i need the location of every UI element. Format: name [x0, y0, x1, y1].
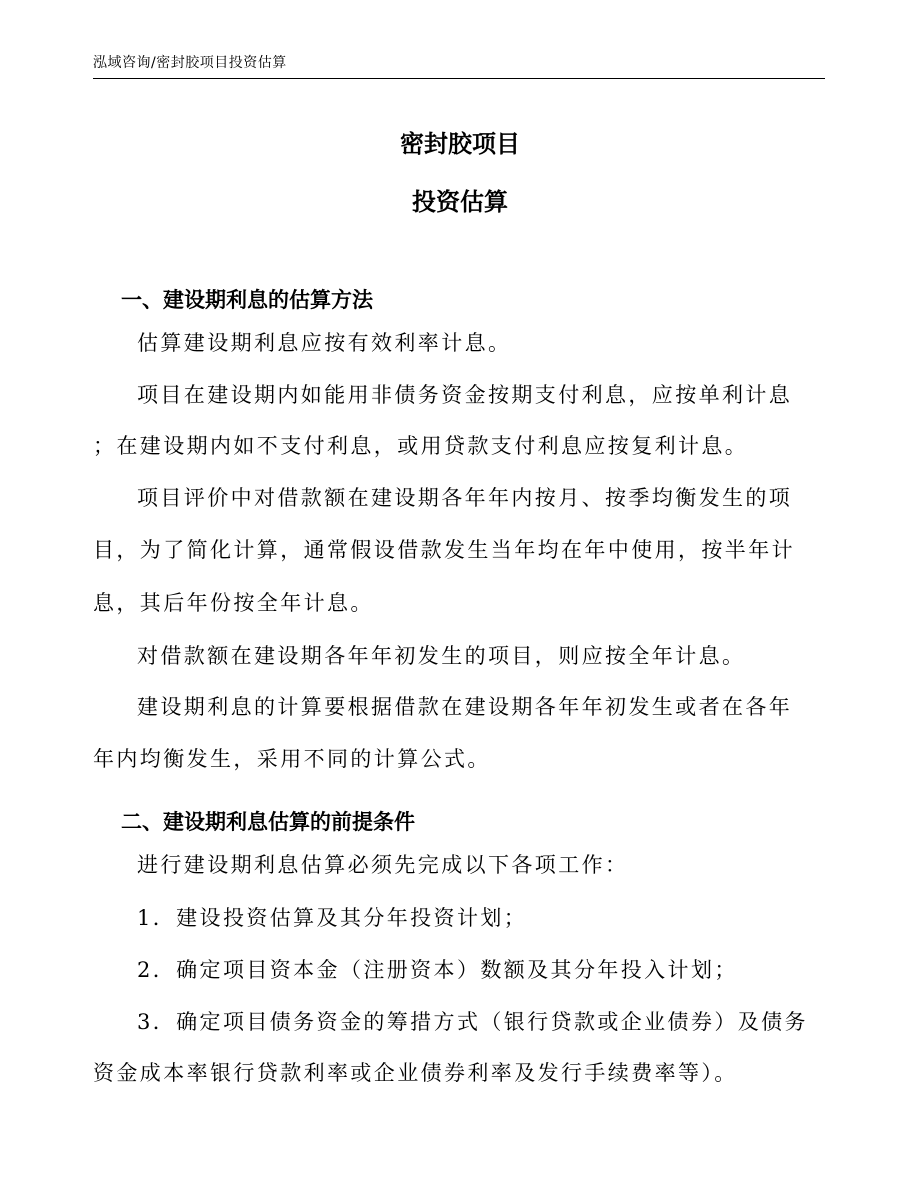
section-heading-2: 二、建设期利息估算的前提条件 [121, 810, 415, 834]
list-item: 2．确定项目资本金（注册资本）数额及其分年投入计划； [137, 958, 738, 982]
list-item: 1．建设投资估算及其分年投资计划； [137, 906, 528, 930]
paragraph-line: 项目在建设期内如能用非债务资金按期支付利息，应按单利计息 [137, 383, 793, 407]
paragraph-line: 建设期利息的计算要根据借款在建设期各年年初发生或者在各年 [137, 695, 793, 719]
paragraph-line: ；在建设期内如不支付利息，或用贷款支付利息应按复利计息。 [93, 434, 749, 458]
paragraph-line: 进行建设期利息估算必须先完成以下各项工作： [137, 853, 629, 877]
paragraph-line: 项目评价中对借款额在建设期各年年内按月、按季均衡发生的项 [137, 486, 793, 510]
list-item: 3．确定项目债务资金的筹措方式（银行贷款或企业债券）及债务 [137, 1010, 808, 1034]
document-title-line-2: 投资估算 [412, 188, 508, 216]
paragraph-line: 年内均衡发生，采用不同的计算公式。 [93, 747, 491, 771]
paragraph-line: 息，其后年份按全年计息。 [93, 591, 374, 615]
paragraph-line: 资金成本率银行贷款利率或企业债券利率及发行手续费率等）。 [93, 1061, 738, 1085]
section-heading-1: 一、建设期利息的估算方法 [121, 288, 373, 312]
running-header: 泓域咨询/密封胶项目投资估算 [93, 55, 287, 71]
paragraph-line: 估算建设期利息应按有效利率计息。 [137, 331, 512, 355]
document-title-line-1: 密封胶项目 [400, 130, 520, 158]
header-divider [93, 78, 825, 79]
paragraph-line: 对借款额在建设期各年年初发生的项目，则应按全年计息。 [137, 644, 746, 668]
paragraph-line: 目，为了简化计算，通常假设借款发生当年均在年中使用，按半年计 [93, 538, 795, 562]
